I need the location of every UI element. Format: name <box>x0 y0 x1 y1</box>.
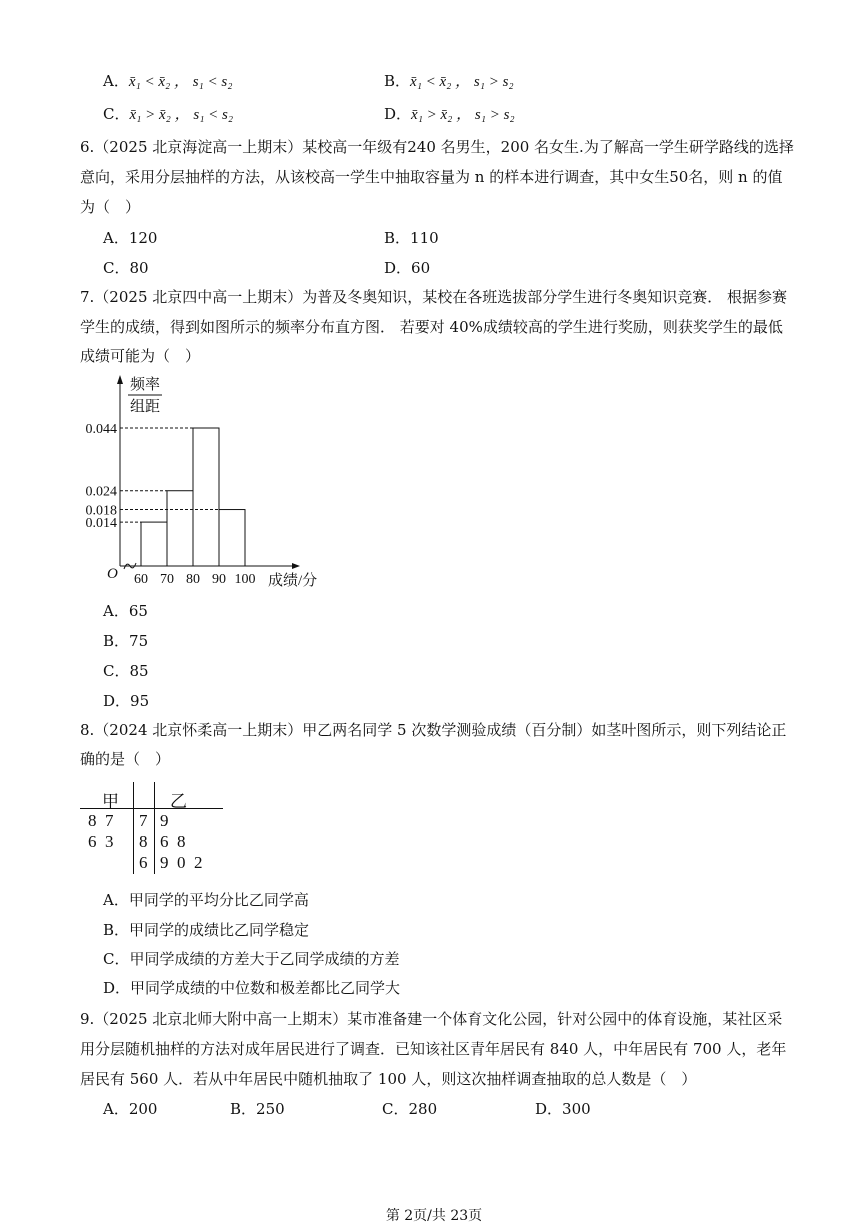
stem-leaf-right-header: 乙 <box>170 792 187 811</box>
q6-option-d: D．60 <box>384 259 431 277</box>
q5-option-c <box>103 104 233 125</box>
histogram-bar <box>141 522 167 566</box>
q5-option-b-math: x̄₁ < x̄₂ ， s₁ > s₂ <box>410 74 514 90</box>
page-footer: 第 2页/共 23页 <box>385 1208 483 1224</box>
q9-option-b: B．250 <box>230 1100 285 1118</box>
q9-option-d: D．300 <box>535 1100 591 1118</box>
histogram-bar <box>219 510 245 566</box>
q5-option-d-label: D． <box>384 105 412 123</box>
histogram-bar <box>167 491 193 566</box>
q5-option-a-math: x̄₁ < x̄₂ ， s₁ < s₂ <box>128 74 233 90</box>
x-tick-label: 80 <box>186 572 200 587</box>
stem-leaf-right-rule <box>154 782 155 874</box>
stem-leaf-row-right: 6 8 <box>160 832 186 851</box>
q7-line1: 7.（2025 北京四中高一上期末）为普及冬奥知识，某校在各班选拔部分学生进行冬奥知识竞赛． 根据参赛 <box>80 288 788 306</box>
y-tick-label: 0.044 <box>85 422 117 437</box>
q5-option-a <box>103 71 232 92</box>
q6-line3: 为（ ） <box>80 198 141 216</box>
q7-line2: 学生的成绩，得到如图所示的频率分布直方图． 若要对 40%成绩较高的学生进行奖励，则获奖学生的最低 <box>80 318 783 336</box>
q8-option-a: A．甲同学的平均分比乙同学高 <box>103 891 309 909</box>
stem-leaf-row-left: 6 3 <box>88 832 114 851</box>
q7-line3: 成绩可能为（ ） <box>80 347 201 365</box>
stem-leaf-left-header: 甲 <box>102 792 119 811</box>
y-tick-label: 0.018 <box>85 503 117 519</box>
q9-line2: 用分层随机抽样的方法对成年居民进行了调查．已知该社区青年居民有 840 人，中年居民有 700 人，老年 <box>80 1040 787 1058</box>
q5-option-d-math: x̄₁ > x̄₂ ， s₁ > s₂ <box>411 107 515 123</box>
q8-option-c: C．甲同学成绩的方差大于乙同学成绩的方差 <box>103 950 400 968</box>
origin-label: O <box>107 566 118 582</box>
q9-line3: 居民有 560 人．若从中年居民中随机抽取了 100 人，则这次抽样调查抽取的总人数是（ ） <box>80 1070 697 1088</box>
histogram-bar <box>193 428 219 566</box>
y-axis-label-denominator: 组距 <box>130 399 161 415</box>
q8-option-d: D．甲同学成绩的中位数和极差都比乙同学大 <box>103 979 401 997</box>
x-tick-label: 100 <box>234 572 256 587</box>
axis-break <box>124 563 136 569</box>
q5-option-b-label: B． <box>384 72 411 90</box>
stem-leaf-row-left: 8 7 <box>88 811 114 830</box>
stem-leaf-plot <box>80 782 230 874</box>
q5-option-c-label: C． <box>103 105 130 123</box>
q5-option-a-label: A． <box>103 72 129 90</box>
q7-option-d: D．95 <box>103 692 150 710</box>
stem-leaf-row-right: 9 <box>160 811 169 830</box>
q9-option-c: C．280 <box>382 1100 438 1118</box>
q6-option-a: A．120 <box>103 229 158 247</box>
x-axis-arrow <box>292 563 300 569</box>
q7-option-c: C．85 <box>103 662 149 680</box>
q9-line1: 9.（2025 北京北师大附中高一上期末）某市准备建一个体育文化公园，针对公园中的体育设施，某社区采 <box>80 1010 783 1028</box>
q7-option-a: A．65 <box>103 602 148 620</box>
y-axis-arrow <box>117 375 123 384</box>
q8-line2: 确的是（ ） <box>80 750 171 768</box>
x-tick-label: 70 <box>160 572 174 587</box>
x-tick-label: 90 <box>212 572 226 587</box>
q5-option-d <box>384 104 515 125</box>
q8-line1: 8.（2024 北京怀柔高一上期末）甲乙两名同学 5 次数学测验成绩（百分制）如茎叶图所示，则下列结论正 <box>80 721 787 739</box>
x-axis-label: 成绩/分 <box>268 573 318 589</box>
q6-option-c: C．80 <box>103 259 149 277</box>
q8-option-b: B．甲同学的成绩比乙同学稳定 <box>103 921 310 939</box>
x-tick-label: 60 <box>134 572 148 587</box>
y-tick-label: 0.024 <box>85 484 117 500</box>
q5-option-b <box>384 71 514 92</box>
stem-leaf-row-right: 9 0 2 <box>160 853 203 872</box>
q6-line1: 6.（2025 北京海淀高一上期末）某校高一年级有240 名男生，200 名女生.为了解高一学生研学路线的选择 <box>80 138 794 156</box>
q7-option-b: B．75 <box>103 632 149 650</box>
q6-line2: 意向，采用分层抽样的方法，从该校高一学生中抽取容量为 n 的样本进行调查，其中女生50名，则 n 的值 <box>80 168 783 186</box>
y-axis-label-numerator: 频率 <box>130 377 161 393</box>
stem-leaf-row-stem: 8 <box>139 832 148 851</box>
stem-leaf-row-stem: 7 <box>139 811 148 830</box>
q9-option-a: A．200 <box>103 1100 158 1118</box>
q6-option-b: B．110 <box>384 229 439 247</box>
frequency-histogram <box>70 370 340 592</box>
q5-option-c-math: x̄₁ > x̄₂ ， s₁ < s₂ <box>129 107 234 123</box>
stem-leaf-left-rule <box>133 782 134 874</box>
y-tick-label: 0.014 <box>85 516 117 532</box>
stem-leaf-row-stem: 6 <box>139 853 148 872</box>
